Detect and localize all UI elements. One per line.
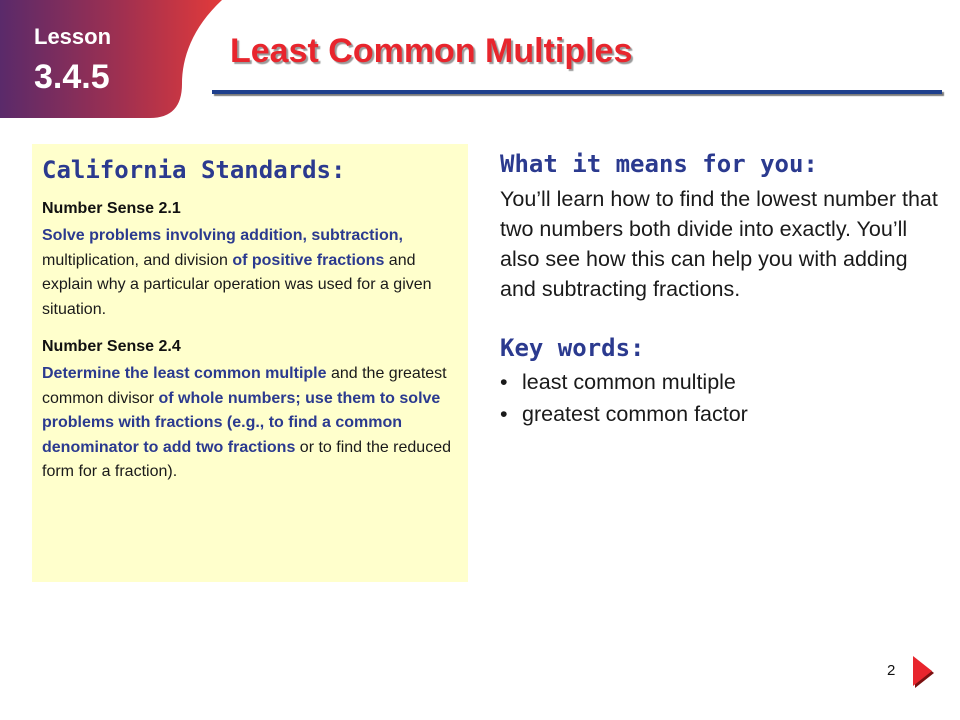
standard-text-segment: of whole numbers; use them to solve problems with fractions (e.g., to find a common denominator to add two fractions	[42, 389, 441, 456]
standards-box	[32, 144, 468, 582]
bullet-icon: •	[500, 402, 508, 426]
standard-label-2-4: Number Sense 2.4	[42, 338, 181, 355]
page-number: 2	[887, 662, 896, 679]
standard-text-segment: of positive fractions	[232, 251, 385, 269]
key-word-text: least common multiple	[522, 370, 736, 394]
standard-text-segment: or to find the reduced form for a fraction).	[42, 438, 451, 480]
lesson-label: Lesson	[34, 24, 112, 49]
right-column	[500, 150, 940, 430]
lesson-tab	[0, 0, 222, 120]
slide-title: Least Common Multiples	[230, 32, 633, 70]
standard-text-segment: and the greatest common divisor	[42, 365, 447, 407]
standard-text-segment: and explain why a particular operation was used for a given situation.	[42, 251, 432, 318]
key-words-list	[500, 366, 940, 430]
standard-text-2-1	[42, 224, 468, 322]
standard-text-segment: multiplication, and division	[42, 251, 233, 269]
standards-heading: California Standards:	[42, 156, 346, 184]
meaning-text: You’ll learn how to find the lowest number that two numbers both divide into exactly. You’ll also see how this can help you with adding and subtracting fractions.	[500, 187, 938, 301]
key-words-heading: Key words:	[500, 334, 645, 362]
key-word-text: greatest common factor	[522, 402, 748, 426]
bullet-icon: •	[500, 370, 508, 394]
standard-text-segment: Solve problems involving addition, subtraction,	[42, 227, 403, 244]
title-rule	[212, 90, 942, 94]
standard-label-2-1: Number Sense 2.1	[42, 200, 181, 217]
meaning-heading: What it means for you:	[500, 150, 818, 178]
standard-text-2-4	[42, 362, 468, 485]
triangle-right-icon	[910, 652, 936, 690]
key-word-item	[500, 398, 940, 430]
key-word-item	[500, 366, 940, 398]
standard-text-segment: Determine the least common multiple	[42, 365, 327, 382]
lesson-number: 3.4.5	[34, 58, 110, 96]
next-slide-button[interactable]	[910, 652, 936, 690]
